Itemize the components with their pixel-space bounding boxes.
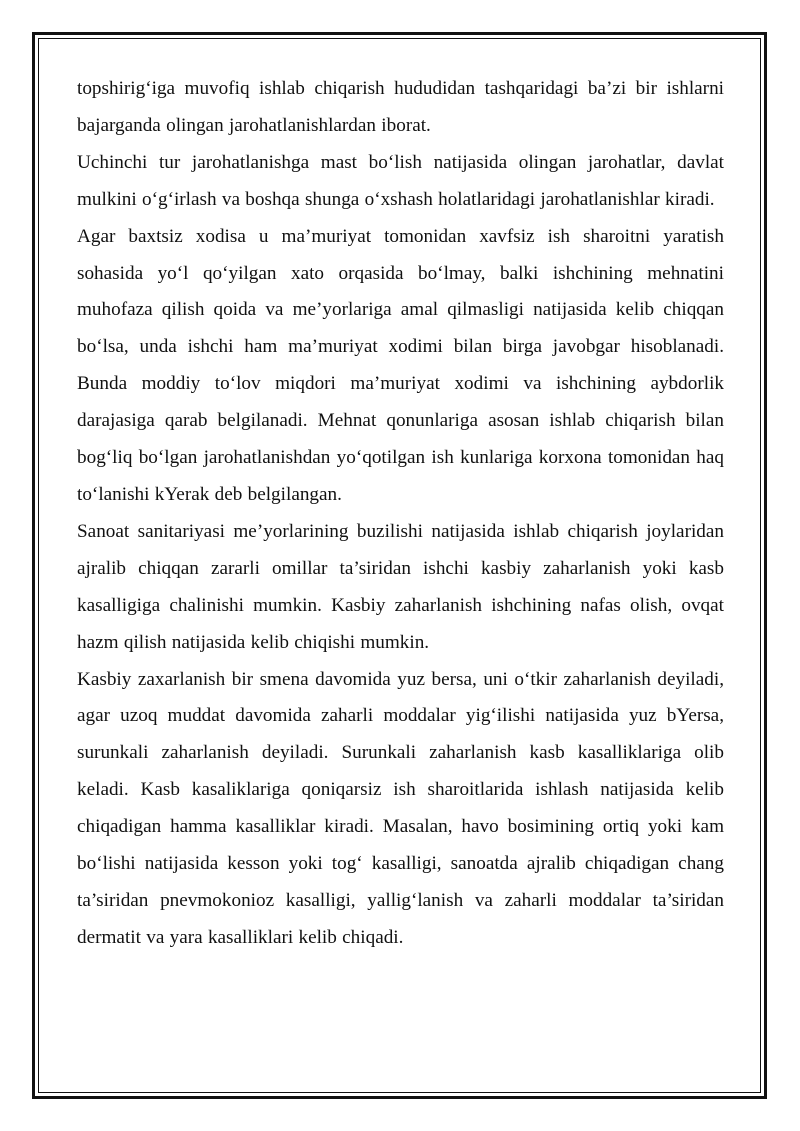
paragraph-2: Uchinchi tur jarohatlanishga mast bo‘lish natijasida olingan jarohatlar, davlat mulkini o‘g‘irlash va boshqa shunga o‘xshash holatlaridagi jarohatlanishlar kiradi. bbox=[77, 151, 724, 210]
paragraph-1: topshirig‘iga muvofiq ishlab chiqarish hududidan tashqaridagi ba’zi bir ishlarni bajarganda olingan jarohatlanishlardan iborat. bbox=[77, 78, 724, 136]
paragraph-5: Kasbiy zaxarlanish bir smena davomida yuz bersa, uni o‘tkir zaharlanish deyiladi, agar uzoq muddat davomida zaharli moddalar yig‘ilishi natijasida yuz bYersa, surunkali zaharlanish deyiladi. Surunkali zaharlanish kasb kasalliklariga olib keladi. Kasb kasaliklariga qoniqarsiz ish sharoitlarida ishlash natijasida kelib chiqadigan hamma kasalliklar kiradi. Masalan, havo bosimining ortiq yoki kam bo‘lishi natijasida kesson yoki tog‘ kasalligi, sanoatda ajralib chiqadigan chang ta’siridan pnevmokonioz kasalligi, yallig‘lanish va zaharli moddalar ta’siridan dermatit va yara kasalliklari kelib chiqadi. bbox=[77, 668, 724, 948]
paragraph-4: Sanoat sanitariyasi me’yorlarining buzilishi natijasida ishlab chiqarish joylaridan ajralib chiqqan zararli omillar ta’siridan ishchi kasbiy zaharlanish yoki kasb kasalligiga chalinishi mumkin. Kasbiy zaharlanish ishchining nafas olish, ovqat hazm qilish natijasida kelib chiqishi mumkin. bbox=[77, 520, 724, 653]
document-body bbox=[77, 71, 724, 957]
paragraph-3: Agar baxtsiz xodisa u ma’muriyat tomonidan xavfsiz ish sharoitni yaratish sohasida yo‘l qo‘yilgan xato orqasida bo‘lmay, balki ishchining mehnatini muhofaza qilish qoida va me’yorlariga amal qilmasligi natijasida kelib chiqqan bo‘lsa, unda ishchi ham ma’muriyat xodimi bilan birga javobgar hisoblanadi. Bunda moddiy to‘lov miqdori ma’muriyat xodimi va ishchining aybdorlik darajasiga qarab belgilanadi. Mehnat qonunlariga asosan ishlab chiqarish bilan bog‘liq bo‘lgan jarohatlanishdan yo‘qotilgan ish kunlariga korxona tomonidan haq to‘lanishi kYerak deb belgilangan. bbox=[77, 225, 724, 505]
